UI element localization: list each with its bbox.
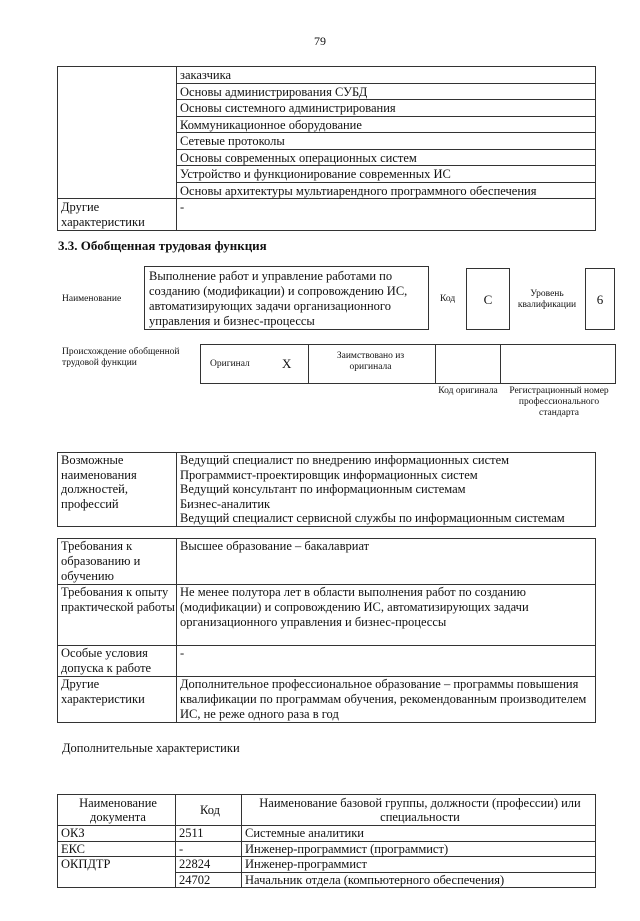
req-value: - bbox=[177, 646, 596, 677]
header-code: Код bbox=[176, 795, 242, 826]
position-item: Программист-проектировщик информационных систем bbox=[180, 467, 478, 482]
other-label: Другие характеристики bbox=[58, 199, 177, 231]
code-value: C bbox=[466, 268, 510, 330]
position-item: Ведущий консультант по информационным системам bbox=[180, 482, 466, 496]
origin-divider bbox=[500, 344, 501, 384]
name-label: Наименование bbox=[62, 294, 122, 304]
row-code: - bbox=[176, 841, 242, 857]
knowledge-item: Коммуникационное оборудование bbox=[177, 116, 596, 133]
other-value: - bbox=[177, 199, 596, 231]
code-label: Код bbox=[440, 294, 456, 304]
section-title: 3.3. Обобщенная трудовая функция bbox=[58, 238, 267, 253]
knowledge-item: Основы системного администрирования bbox=[177, 100, 596, 117]
knowledge-table bbox=[57, 66, 596, 231]
position-item: Бизнес-аналитик bbox=[180, 496, 271, 511]
origin-divider bbox=[435, 344, 436, 384]
position-item: Ведущий специалист по внедрению информационных систем bbox=[180, 453, 510, 467]
req-value: Дополнительное профессиональное образование – программы повышения квалификации по программам обучения, рекомендованным производителем ИС, не реже одного раза в год bbox=[177, 677, 596, 723]
row-code: 22824 bbox=[176, 857, 242, 873]
row-code: 24702 bbox=[176, 872, 242, 888]
positions-label: Возможные наименования должностей, профессий bbox=[58, 453, 177, 527]
extra-table bbox=[57, 794, 596, 888]
positions-table bbox=[57, 452, 596, 527]
position-item: Ведущий специалист сервисной службы по информационным системам bbox=[180, 511, 565, 525]
req-value: Не менее полутора лет в области выполнения работ по созданию (модификации) и сопровождению ИС, автоматизирующих задачи организационного управления и бизнес-процессы bbox=[177, 585, 596, 646]
knowledge-item: Сетевые протоколы bbox=[177, 133, 596, 150]
level-value: 6 bbox=[585, 268, 615, 330]
requirements-table bbox=[57, 538, 596, 723]
row-group: Начальник отдела (компьютерного обеспечения) bbox=[242, 872, 596, 888]
row-doc: ОКЗ bbox=[58, 826, 176, 842]
knowledge-item: Основы администрирования СУБД bbox=[177, 83, 596, 100]
page-number: 79 bbox=[314, 34, 326, 48]
row-doc bbox=[58, 872, 176, 888]
req-label: Требования к опыту практической работы bbox=[58, 585, 177, 646]
knowledge-item: Устройство и функционирование современных ИС bbox=[177, 166, 596, 183]
req-value: Высшее образование – бакалавриат bbox=[177, 539, 596, 585]
origin-divider bbox=[308, 344, 309, 384]
reg-number-caption: Регистрационный номер профессионального стандарта bbox=[509, 386, 609, 418]
req-label: Другие характеристики bbox=[58, 677, 177, 723]
header-group: Наименование базовой группы, должности (профессии) или специальности bbox=[242, 795, 596, 826]
name-value: Выполнение работ и управление работами по созданию (модификации) и сопровождению ИС, автоматизирующих задачи организационного управления и бизнес-процессы bbox=[144, 266, 429, 330]
row-doc: ОКПДТР bbox=[58, 857, 176, 873]
code-original-caption: Код оригинала bbox=[438, 386, 498, 396]
original-label: Оригинал bbox=[210, 359, 250, 369]
req-label: Особые условия допуска к работе bbox=[58, 646, 177, 677]
origin-label: Происхождение обобщенной трудовой функции bbox=[62, 347, 180, 368]
level-label: Уровень квалификации bbox=[517, 289, 577, 310]
empty-label-cell bbox=[58, 67, 177, 199]
knowledge-item: заказчика bbox=[177, 67, 596, 84]
row-code: 2511 bbox=[176, 826, 242, 842]
row-group: Инженер-программист (программист) bbox=[242, 841, 596, 857]
req-label: Требования к образованию и обучению bbox=[58, 539, 177, 585]
row-group: Инженер-программист bbox=[242, 857, 596, 873]
extra-title: Дополнительные характеристики bbox=[62, 741, 240, 755]
original-mark: X bbox=[282, 356, 292, 371]
borrowed-label: Заимствовано из оригинала bbox=[336, 351, 405, 372]
knowledge-item: Основы современных операционных систем bbox=[177, 149, 596, 166]
row-group: Системные аналитики bbox=[242, 826, 596, 842]
header-doc: Наименование документа bbox=[58, 795, 176, 826]
knowledge-item: Основы архитектуры мультиарендного программного обеспечения bbox=[177, 182, 596, 199]
row-doc: ЕКС bbox=[58, 841, 176, 857]
